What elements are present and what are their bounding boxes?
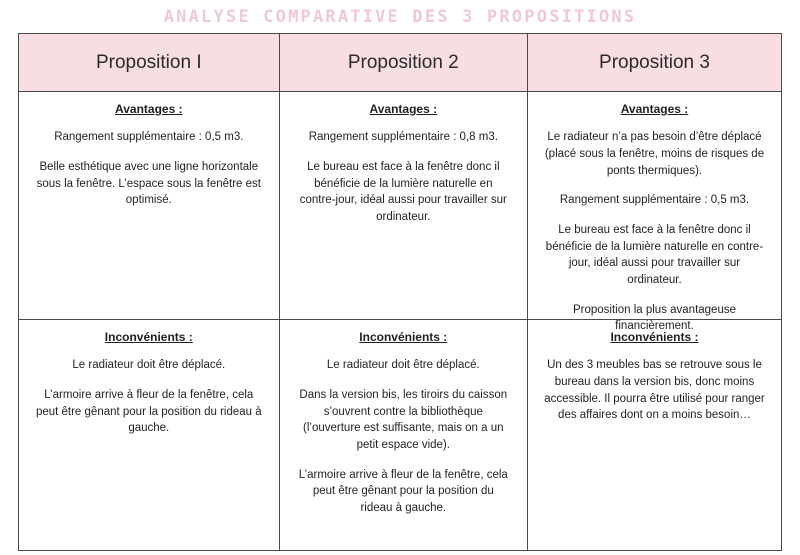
advantages-paragraph: Proposition la plus avantageuse financièrement.	[572, 303, 736, 333]
advantages-heading: Avantages :	[369, 102, 438, 116]
inconveniences-cell-proposition-1	[19, 320, 280, 550]
inconveniences-cell-proposition-3	[528, 320, 781, 550]
advantages-cell-proposition-3	[528, 92, 781, 333]
inconveniences-heading: Inconvénients :	[610, 330, 699, 344]
advantages-paragraph: Rangement supplémentaire : 0,5 m3.	[559, 194, 750, 207]
advantages-row	[19, 92, 781, 333]
advantages-heading: Avantages :	[620, 102, 689, 116]
table-header-row	[19, 34, 781, 92]
inconveniences-paragraph: Dans la version bis, les tiroirs du caisson s’ouvrent contre la bibliothèque (l’ouverture est suffisante, mais on a un petit espace vide).	[299, 389, 508, 452]
advantages-paragraph: Le radiateur n’a pas besoin d’être déplacé (placé sous la fenêtre, moins de risques de ponts thermiques).	[544, 131, 765, 177]
inconveniences-heading: Inconvénients :	[104, 330, 193, 344]
page-title: ANALYSE COMPARATIVE DES 3 PROPOSITIONS	[163, 7, 637, 27]
inconveniences-paragraph: L’armoire arrive à fleur de la fenêtre, cela peut être gênant pour la position du rideau à gauche.	[298, 468, 508, 515]
column-header-proposition-2: Proposition 2	[280, 34, 528, 91]
inconveniences-heading: Inconvénients :	[359, 330, 448, 344]
column-header-proposition-1: Proposition I	[19, 34, 280, 91]
advantages-cell-proposition-1	[19, 92, 280, 319]
inconveniences-paragraph: Le radiateur doit être déplacé.	[326, 359, 480, 372]
comparison-table	[18, 33, 782, 551]
inconveniences-row	[19, 320, 781, 550]
inconveniences-cell-proposition-2	[280, 320, 528, 550]
advantages-paragraph: Le bureau est face à la fenêtre donc il bénéficie de la lumière naturelle en contre-jour, idéal aussi pour travailler sur ordinateur.	[299, 161, 507, 224]
column-header-proposition-3: Proposition 3	[599, 51, 710, 73]
inconveniences-paragraph: Le radiateur doit être déplacé.	[72, 359, 226, 372]
advantages-cell-proposition-2	[280, 92, 528, 319]
inconveniences-paragraph: Un des 3 meubles bas se retrouve sous le bureau dans la version bis, donc moins accessible. Il pourra être utilisé pour ranger des affaires dont on a moins besoin…	[544, 359, 765, 422]
advantages-paragraph: Le bureau est face à la fenêtre donc il bénéficie de la lumière naturelle en contre-jour, idéal aussi pour travailler sur ordinateur.	[545, 224, 764, 287]
advantages-paragraph: Rangement supplémentaire : 0,8 m3.	[308, 131, 498, 144]
advantages-paragraph: Rangement supplémentaire : 0,5 m3.	[54, 131, 244, 144]
advantages-paragraph: Belle esthétique avec une ligne horizontale sous la fenêtre. L’espace sous la fenêtre est optimisé.	[36, 161, 261, 207]
advantages-heading: Avantages :	[115, 102, 183, 116]
inconveniences-paragraph: L’armoire arrive à fleur de la fenêtre, cela peut être gênant pour la position du rideau à gauche.	[35, 389, 262, 435]
